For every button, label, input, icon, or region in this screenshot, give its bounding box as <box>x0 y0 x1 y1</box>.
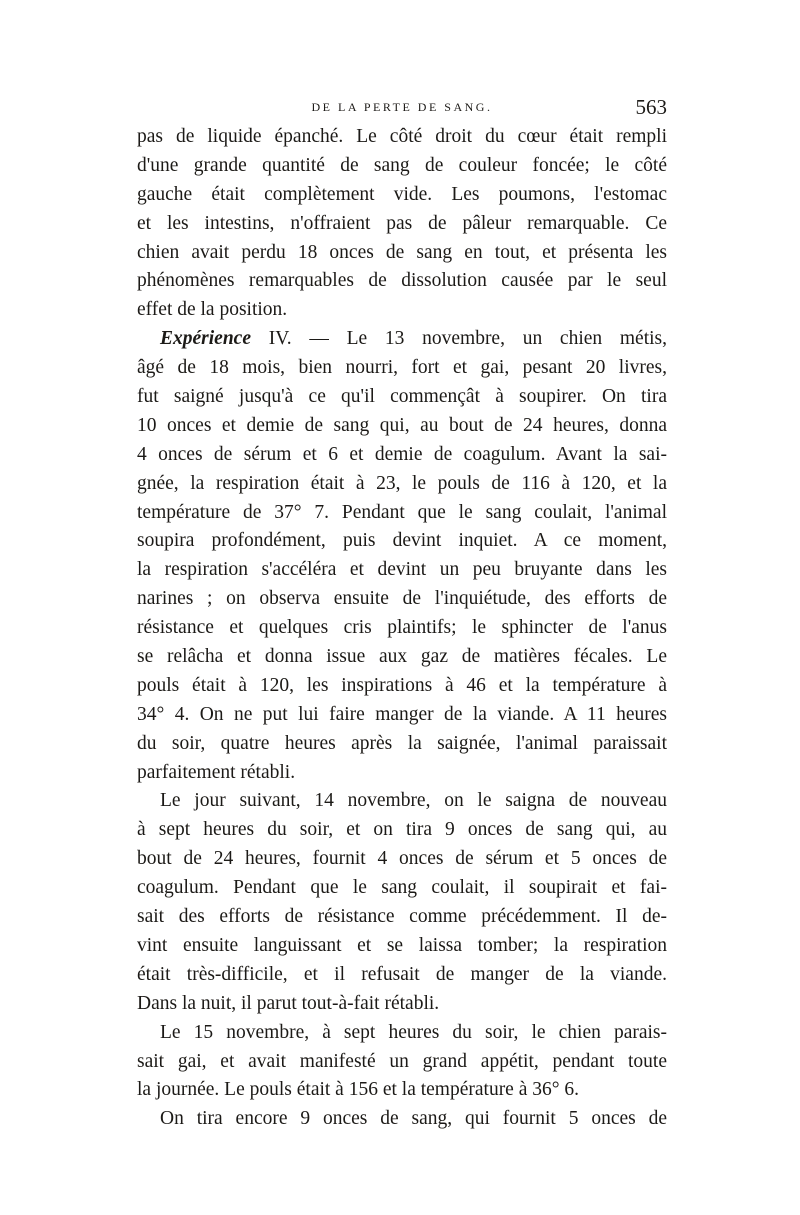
text-line: à sept heures du soir, et on tira 9 onces de sang qui, au <box>137 819 667 841</box>
text-line: bout de 24 heures, fournit 4 onces de sérum et 5 onces de <box>137 848 667 870</box>
paragraph <box>137 787 667 1018</box>
text-line: gnée, la respiration était à 23, le pouls de 116 à 120, et la <box>137 472 667 494</box>
experience-label: Expérience <box>160 328 251 350</box>
text-line: sait des efforts de résistance comme précédemment. Il de- <box>137 906 667 928</box>
text-line: gauche était complètement vide. Les poumons, l'estomac <box>137 183 667 205</box>
text-line: âgé de 18 mois, bien nourri, fort et gai, pesant 20 livres, <box>137 357 667 379</box>
text-line: Le jour suivant, 14 novembre, on le saigna de nouveau <box>160 790 667 812</box>
text-line: vint ensuite languissant et se laissa tomber; la respiration <box>137 934 667 956</box>
paragraph <box>137 1019 667 1106</box>
paragraph-experience-iv <box>137 325 667 787</box>
page-number: 563 <box>635 95 667 119</box>
text-line: la journée. Le pouls était à 156 et la température à 36° 6. <box>137 1079 580 1101</box>
text-line: 10 onces et demie de sang qui, au bout de 24 heures, donna <box>137 414 667 436</box>
text-line: se relâcha et donna issue aux gaz de matières fécales. Le <box>137 646 667 668</box>
text-line: coagulum. Pendant que le sang coulait, il soupirait et fai- <box>137 877 667 899</box>
text-line: 34° 4. On ne put lui faire manger de la viande. A 11 heures <box>137 703 667 725</box>
text-line: température de 37° 7. Pendant que le sang coulait, l'animal <box>137 501 667 523</box>
text-line: phénomènes remarquables de dissolution causée par le seul <box>137 270 667 292</box>
first-line-text: IV. — Le 13 novembre, un chien métis, <box>250 328 667 350</box>
text-line: et les intestins, n'offraient pas de pâleur remarquable. Ce <box>137 212 667 234</box>
body-text <box>137 123 667 1134</box>
paragraph <box>137 1105 667 1134</box>
text-line: résistance et quelques cris plaintifs; le sphincter de l'anus <box>137 617 667 639</box>
text-line: fut saigné jusqu'à ce qu'il commençât à soupirer. On tira <box>137 386 667 408</box>
text-line: pouls était à 120, les inspirations à 46 et la température à <box>137 674 667 696</box>
paragraph <box>137 123 667 325</box>
text-line: narines ; on observa ensuite de l'inquiétude, des efforts de <box>137 588 667 610</box>
text-line <box>137 325 667 354</box>
text-line: Le 15 novembre, à sept heures du soir, le chien parais- <box>160 1021 667 1043</box>
text-line: pas de liquide épanché. Le côté droit du cœur était rempli <box>137 126 667 147</box>
text-line: du soir, quatre heures après la saignée, l'animal paraissait <box>137 732 667 754</box>
text-line: sait gai, et avait manifesté un grand appétit, pendant toute <box>137 1050 667 1072</box>
running-title: DE LA PERTE DE SANG. <box>311 100 493 114</box>
text-line: la respiration s'accéléra et devint un peu bruyante dans les <box>137 559 667 581</box>
text-line: d'une grande quantité de sang de couleur foncée; le côté <box>137 154 667 176</box>
text-line: Dans la nuit, il parut tout-à-fait rétabli. <box>137 992 440 1014</box>
text-line: On tira encore 9 onces de sang, qui fournit 5 onces de <box>160 1108 667 1130</box>
text-line: était très-difficile, et il refusait de manger de la viande. <box>137 963 667 985</box>
text-line: parfaitement rétabli. <box>137 761 296 783</box>
text-line: 4 onces de sérum et 6 et demie de coagulum. Avant la sai- <box>137 443 667 465</box>
text-line: soupira profondément, puis devint inquiet. A ce moment, <box>137 530 667 552</box>
text-line: effet de la position. <box>137 299 288 321</box>
text-line: chien avait perdu 18 onces de sang en tout, et présenta les <box>137 241 667 263</box>
